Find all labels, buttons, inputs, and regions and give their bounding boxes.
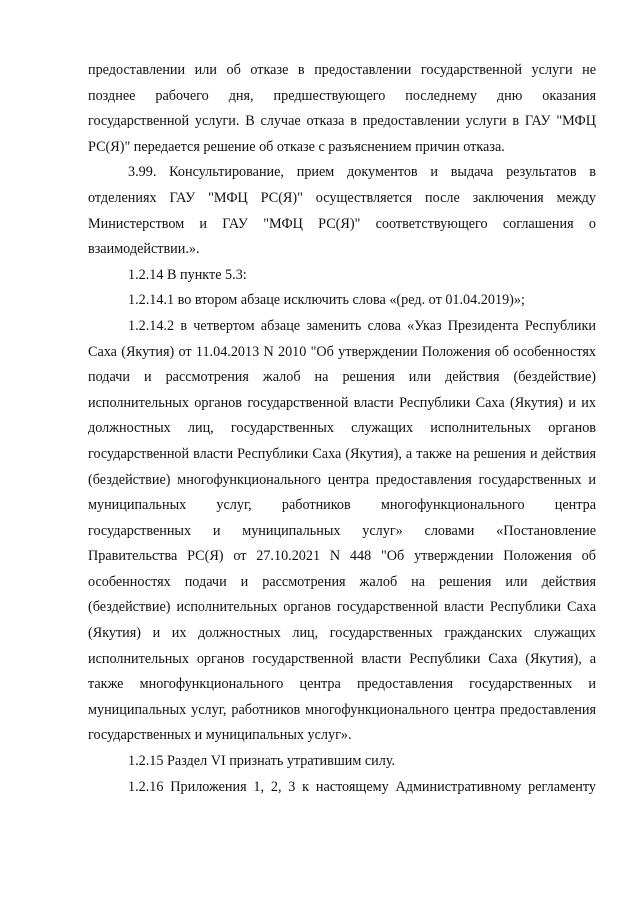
paragraph-1-2-15: 1.2.15 Раздел VI признать утратившим силу. <box>128 753 396 770</box>
paragraph-1-2-14: 1.2.14 В пункте 5.3: <box>128 266 247 283</box>
paragraph-1-2-14-1: 1.2.14.1 во втором абзаце исключить слова «(ред. от 01.04.2019)»; <box>128 292 525 309</box>
document-body <box>88 58 596 800</box>
paragraph-1-2-14-2: 1.2.14.2 в четвертом абзаце заменить слова «Указ Президента Республики Саха (Якутия) от 11.04.2013 N 2010 "Об утверждении Положения об особенностях подачи и рассмотрения жалоб на решения или действия (бездействие) исполнительных органов государственной власти Республики Саха (Якутия) и их должностных лиц, государственных служащих исполнительных органов государственной власти Республики Саха (Якутия), а также на решения и действия (бездействие) многофункционального центра предоставления государственных и муниципальных услуг, работников многофункционального центра государственных и муниципальных услуг» словами «Постановление Правительства РС(Я) от 27.10.2021 N 448 "Об утверждении Положения об особенностях подачи и рассмотрения жалоб на решения или действия (бездействие) исполнительных органов государственной власти Республики Саха (Якутия) и их должностных лиц, государственных гражданских служащих исполнительных органов государственной власти Республики Саха (Якутия), а также многофункционального центра предоставления государственных и муниципальных услуг, работников многофункционального центра предоставления государственных и муниципальных услуг». <box>88 317 596 744</box>
paragraph-continuation: предоставлении или об отказе в предоставлении государственной услуги не позднее рабочего дня, предшествующего последнему дню оказания государственной услуги. В случае отказа в предоставлении услуги в ГАУ "МФЦ РС(Я)" передается решение об отказе с разъяснением причин отказа. <box>88 62 596 155</box>
paragraph-3-99: 3.99. Консультирование, прием документов и выдача результатов в отделениях ГАУ "МФЦ РС(Я)" осуществляется после заключения между Министерством и ГАУ "МФЦ РС(Я)" соответствующего соглашения о взаимодействии.». <box>88 164 596 258</box>
paragraph-1-2-16: 1.2.16 Приложения 1, 2, 3 к настоящему Административному регламенту <box>128 778 596 795</box>
